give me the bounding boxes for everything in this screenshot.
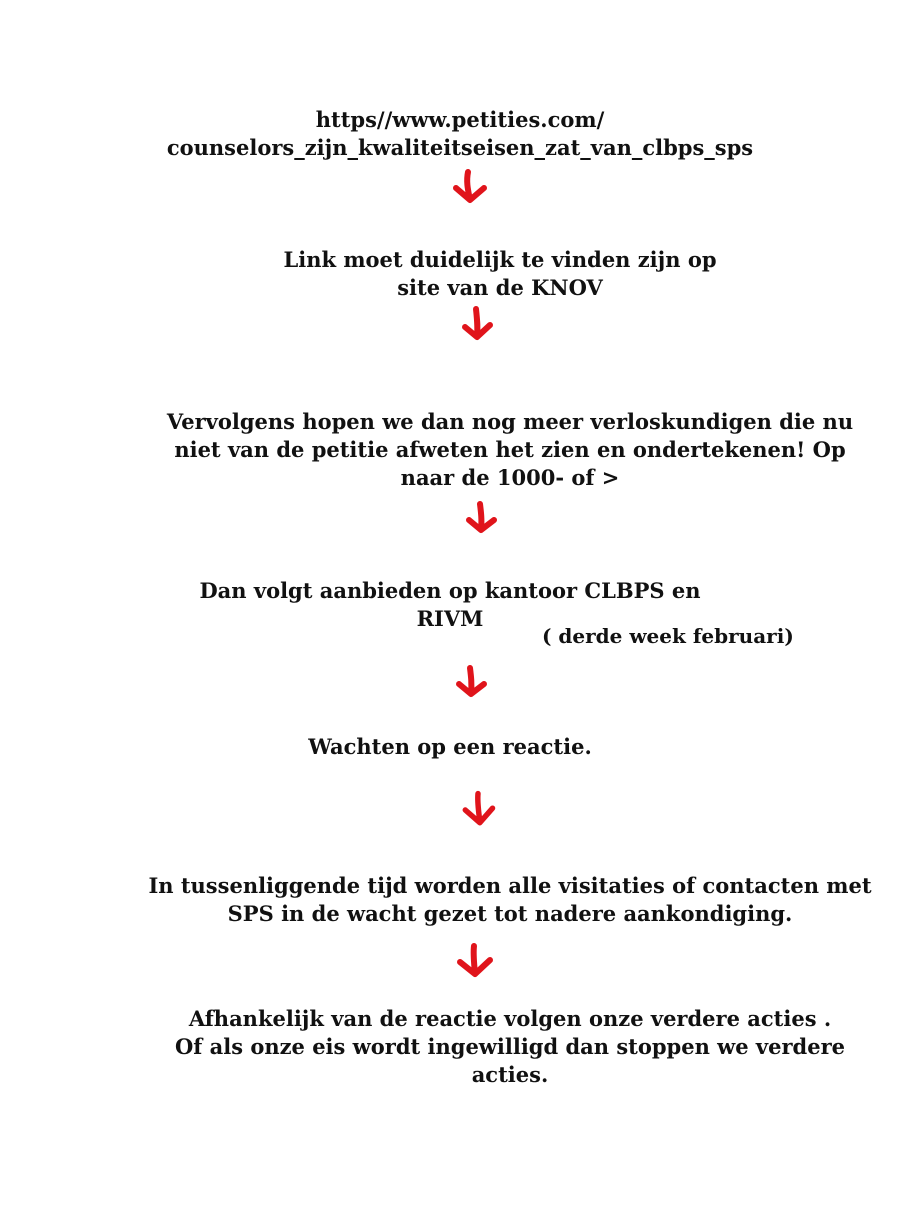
await-reaction-line-1: Wachten op een reactie. [308,734,592,759]
step-further-actions [160,1005,860,1089]
down-arrow-icon [456,305,500,345]
step-await-reaction [250,733,650,761]
knov-link-line-2: site van de KNOV [397,275,603,300]
step-pause-contacts [140,872,880,928]
further-actions-line-2: Of als onze eis wordt ingewilligd dan stoppen we verdere [174,1034,846,1059]
petition-url-line-1: https//www.petities.com/ [315,107,605,132]
more-signatures-line-3: naar de 1000- of > [400,465,620,490]
step-knov-link [240,246,760,302]
further-actions-line-1: Afhankelijk van de reactie volgen onze verdere acties . [188,1006,832,1031]
more-signatures-line-1: Vervolgens hopen we dan nog meer verloskundigen die nu [166,409,854,434]
knov-link-line-1: Link moet duidelijk te vinden zijn op [283,247,717,272]
step-petition-url [160,106,760,162]
down-arrow-icon [452,942,496,982]
present-petition-line-1: Dan volgt aanbieden op kantoor CLBPS en [199,578,701,603]
pause-contacts-line-1: In tussenliggende tijd worden alle visitaties of contacten met [148,873,872,898]
petition-url-line-2: counselors_zijn_kwaliteitseisen_zat_van_clbps_sps [166,135,754,160]
down-arrow-icon [460,500,504,540]
more-signatures-line-2: niet van de petitie afweten het zien en ondertekenen! Op [174,437,846,462]
step-more-signatures [160,408,860,492]
date-note: ( derde week februari) [542,624,794,648]
down-arrow-icon [456,790,500,830]
further-actions-line-3: acties. [471,1062,549,1087]
present-petition-line-2: RIVM [416,606,484,631]
pause-contacts-line-2: SPS in de wacht gezet tot nadere aankondiging. [227,901,793,926]
down-arrow-icon [446,168,490,208]
down-arrow-icon [450,664,494,704]
